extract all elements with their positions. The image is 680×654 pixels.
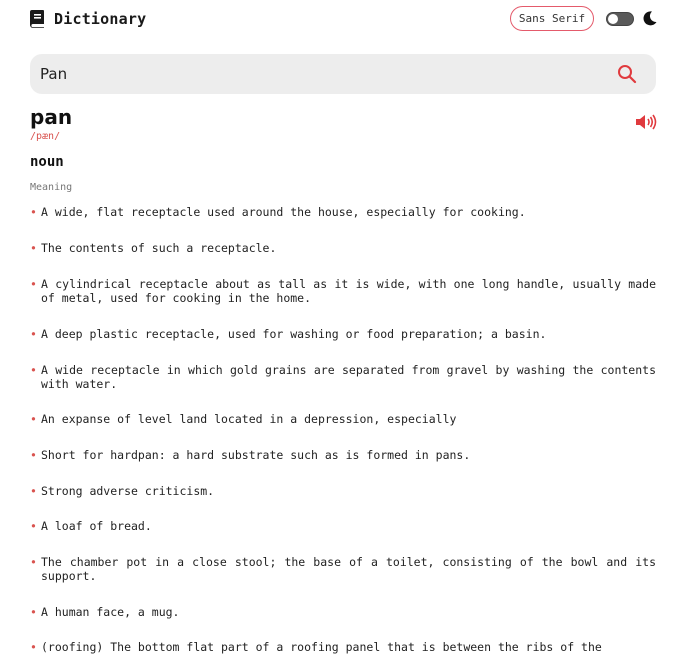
bullet-icon: • <box>30 448 37 462</box>
search-input[interactable] <box>40 60 600 88</box>
definition-item <box>30 241 656 255</box>
app-header <box>0 0 680 40</box>
speaker-icon[interactable] <box>636 114 657 134</box>
bullet-icon: • <box>30 412 37 426</box>
definition-item <box>30 484 656 498</box>
definition-item <box>30 555 656 583</box>
definition-item <box>30 605 656 619</box>
font-selector[interactable]: Sans Serif <box>510 6 594 31</box>
bullet-icon: • <box>30 205 37 219</box>
dark-mode-toggle[interactable] <box>606 12 634 26</box>
bullet-icon: • <box>30 484 37 498</box>
definition-text: A wide receptacle in which gold grains are separated from gravel by washing the contents with water. <box>41 363 656 391</box>
bullet-icon: • <box>30 363 37 377</box>
book-icon <box>30 10 45 28</box>
bullet-icon: • <box>30 640 37 654</box>
search-icon[interactable] <box>617 64 637 88</box>
definition-text: A loaf of bread. <box>41 519 152 533</box>
meaning-label: Meaning <box>30 182 73 193</box>
definition-text: (roofing) The bottom flat part of a roofing panel that is between the ribs of the <box>41 640 602 654</box>
bullet-icon: • <box>30 605 37 619</box>
bullet-icon: • <box>30 555 37 569</box>
entry-word: pan <box>30 105 73 129</box>
definition-text: The chamber pot in a close stool; the base of a toilet, consisting of the bowl and its support. <box>41 555 656 583</box>
app-title: Dictionary <box>54 10 147 28</box>
bullet-icon: • <box>30 277 37 291</box>
definition-text: Strong adverse criticism. <box>41 484 215 498</box>
definition-text: An expanse of level land located in a depression, especially <box>41 412 457 426</box>
definition-text: A deep plastic receptacle, used for washing or food preparation; a basin. <box>41 327 547 341</box>
app-logo[interactable] <box>30 10 146 28</box>
entry-phonetic: /pæn/ <box>30 131 61 142</box>
definition-text: The contents of such a receptacle. <box>41 241 277 255</box>
definition-item <box>30 412 656 426</box>
bullet-icon: • <box>30 327 37 341</box>
bullet-icon: • <box>30 519 37 533</box>
definition-item <box>30 205 656 219</box>
toggle-knob <box>608 14 618 24</box>
definition-text: A human face, a mug. <box>41 605 180 619</box>
definition-item <box>30 277 656 305</box>
definition-item <box>30 640 656 654</box>
definition-item <box>30 448 656 462</box>
definition-text: A cylindrical receptacle about as tall as it is wide, with one long handle, usually made of metal, used for cooking in the home. <box>41 277 656 305</box>
definition-item <box>30 519 656 533</box>
definition-item <box>30 363 656 391</box>
definition-item <box>30 327 656 341</box>
moon-icon <box>643 11 657 30</box>
search-bar <box>30 54 656 94</box>
definition-text: A wide, flat receptacle used around the house, especially for cooking. <box>41 205 526 219</box>
bullet-icon: • <box>30 241 37 255</box>
part-of-speech: noun <box>30 154 64 170</box>
definition-text: Short for hardpan: a hard substrate such as is formed in pans. <box>41 448 471 462</box>
